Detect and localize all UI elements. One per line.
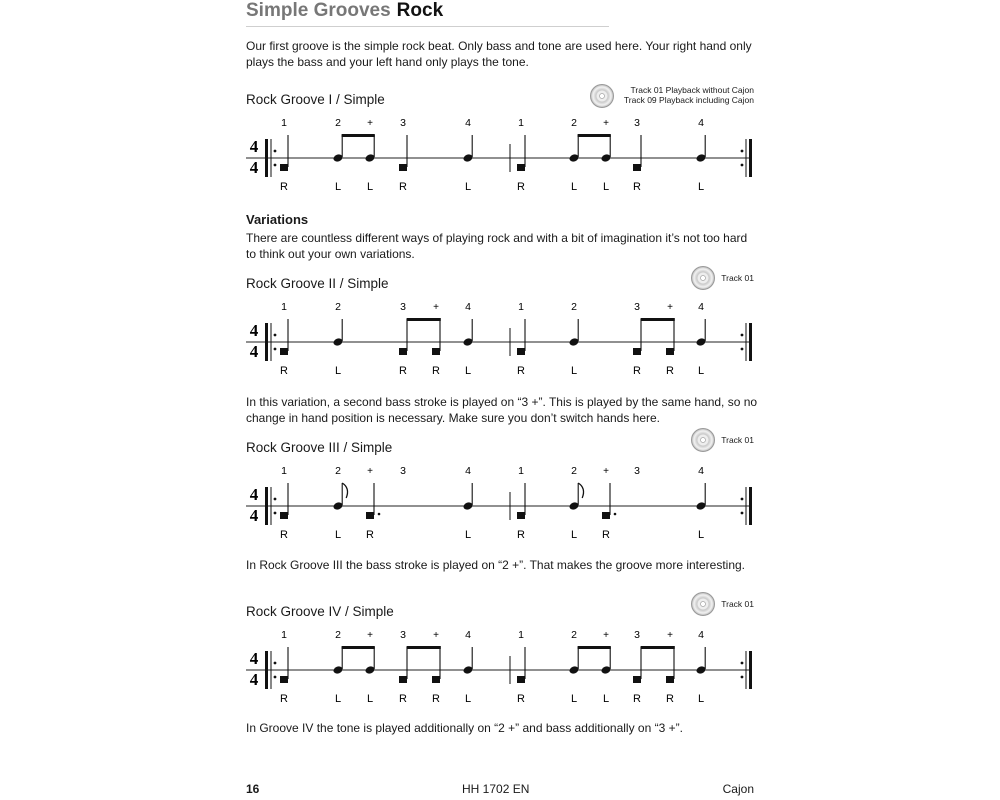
repeat-end-thick-bar xyxy=(749,651,752,689)
eighth-flag xyxy=(578,483,583,498)
count-label: 3 xyxy=(400,301,406,313)
count-label: 2 xyxy=(571,629,577,641)
bass-note-head xyxy=(280,512,288,519)
bass-note-head xyxy=(399,676,407,683)
eighth-flag xyxy=(342,483,347,498)
instrument-name: Cajon xyxy=(722,782,754,796)
repeat-dot xyxy=(741,348,744,351)
hand-label: R xyxy=(517,365,525,377)
repeat-dot xyxy=(274,662,277,665)
time-signature-top: 4 xyxy=(249,137,259,156)
groove-2-title: Rock Groove II / Simple xyxy=(246,276,389,291)
dot xyxy=(378,513,381,516)
hand-label: L xyxy=(570,693,578,705)
count-label: 4 xyxy=(465,117,471,129)
count-label: 2 xyxy=(335,117,341,129)
time-signature-top: 4 xyxy=(249,649,259,668)
repeat-dot xyxy=(741,334,744,337)
hand-label: L xyxy=(697,181,705,193)
hand-label: L xyxy=(464,529,472,541)
repeat-dot xyxy=(274,512,277,515)
count-label: + xyxy=(603,466,609,477)
dot xyxy=(614,513,617,516)
count-label: 1 xyxy=(281,301,287,313)
groove-3-title: Rock Groove III / Simple xyxy=(246,440,393,455)
repeat-start-thick-bar xyxy=(265,139,268,177)
beam xyxy=(578,134,611,137)
count-label: 2 xyxy=(571,117,577,129)
count-label: 1 xyxy=(281,465,287,477)
hand-label: L xyxy=(464,365,472,377)
bass-note-head xyxy=(666,348,674,355)
count-label: 3 xyxy=(400,465,406,477)
time-signature-bottom: 4 xyxy=(249,506,259,525)
beam xyxy=(342,646,375,649)
bass-note-head xyxy=(399,348,407,355)
groove-2-staff xyxy=(244,298,756,378)
groove-4-tracks xyxy=(721,599,754,609)
hand-label: R xyxy=(280,529,288,541)
count-label: 2 xyxy=(335,301,341,313)
beam xyxy=(407,646,441,649)
count-label: + xyxy=(603,118,609,129)
hand-label: L xyxy=(334,693,342,705)
time-signature-top: 4 xyxy=(249,485,259,504)
count-label: + xyxy=(667,302,673,313)
track-line: Track 01 xyxy=(721,435,754,445)
hand-label: L xyxy=(464,693,472,705)
count-label: 1 xyxy=(518,301,524,313)
hand-label: L xyxy=(570,365,578,377)
bass-note-head xyxy=(517,164,525,171)
hand-label: R xyxy=(602,529,610,541)
title-section: Simple Grooves xyxy=(246,0,391,21)
repeat-dot xyxy=(274,164,277,167)
hand-label: L xyxy=(697,693,705,705)
hand-label: R xyxy=(517,693,525,705)
count-label: 4 xyxy=(465,465,471,477)
repeat-dot xyxy=(741,512,744,515)
time-signature-bottom: 4 xyxy=(249,158,259,177)
hand-label: R xyxy=(399,693,407,705)
hand-label: R xyxy=(366,529,374,541)
groove-4-staff xyxy=(244,626,756,706)
hand-label: L xyxy=(334,181,342,193)
track-line: Track 01 xyxy=(721,273,754,283)
variations-heading: Variations xyxy=(246,212,309,227)
count-label: 4 xyxy=(698,629,704,641)
groove-3-staff xyxy=(244,462,756,542)
track-line: Track 09 Playback including Cajon xyxy=(623,95,754,105)
count-label: + xyxy=(367,118,373,129)
repeat-dot xyxy=(741,498,744,501)
hand-label: L xyxy=(697,365,705,377)
cd-icon xyxy=(691,428,715,452)
hand-label: R xyxy=(280,693,288,705)
bass-note-head xyxy=(517,348,525,355)
title-rule xyxy=(246,26,609,27)
track-line: Track 01 xyxy=(721,599,754,609)
groove-1-title: Rock Groove I / Simple xyxy=(246,92,385,107)
bass-note-head xyxy=(432,348,440,355)
count-label: 2 xyxy=(335,629,341,641)
count-label: 4 xyxy=(698,301,704,313)
page-number: 16 xyxy=(246,782,260,796)
count-label: 4 xyxy=(465,301,471,313)
bass-note-head xyxy=(366,512,374,519)
count-label: 3 xyxy=(634,629,640,641)
repeat-dot xyxy=(274,498,277,501)
hand-label: R xyxy=(399,365,407,377)
hand-label: R xyxy=(633,181,641,193)
repeat-end-thick-bar xyxy=(749,487,752,525)
count-label: 3 xyxy=(634,117,640,129)
repeat-end-thick-bar xyxy=(749,139,752,177)
repeat-dot xyxy=(741,662,744,665)
bass-note-head xyxy=(399,164,407,171)
groove-3-tracks xyxy=(721,435,754,445)
hand-label: R xyxy=(666,693,674,705)
hand-label: R xyxy=(517,529,525,541)
bass-note-head xyxy=(633,348,641,355)
groove-1-tracks xyxy=(624,85,754,105)
time-signature-bottom: 4 xyxy=(249,670,259,689)
bass-note-head xyxy=(280,348,288,355)
count-label: 4 xyxy=(465,629,471,641)
count-label: 1 xyxy=(518,465,524,477)
count-label: 1 xyxy=(281,117,287,129)
bass-note-head xyxy=(432,676,440,683)
hand-label: L xyxy=(602,693,610,705)
count-label: 1 xyxy=(518,629,524,641)
count-label: 2 xyxy=(571,465,577,477)
hand-label: R xyxy=(432,365,440,377)
beam xyxy=(407,318,441,321)
hand-label: L xyxy=(602,181,610,193)
repeat-dot xyxy=(274,348,277,351)
beam xyxy=(641,318,675,321)
repeat-dot xyxy=(274,676,277,679)
hand-label: R xyxy=(399,181,407,193)
beam xyxy=(641,646,675,649)
count-label: 1 xyxy=(518,117,524,129)
publication-code: HH 1702 EN xyxy=(462,782,530,796)
title-topic: Rock xyxy=(396,0,444,21)
count-label: + xyxy=(367,630,373,641)
repeat-start-thick-bar xyxy=(265,487,268,525)
cd-icon xyxy=(691,266,715,290)
hand-label: L xyxy=(334,529,342,541)
repeat-dot xyxy=(741,150,744,153)
repeat-dot xyxy=(741,676,744,679)
hand-label: R xyxy=(432,693,440,705)
bass-note-head xyxy=(517,676,525,683)
bass-note-head xyxy=(280,164,288,171)
hand-label: R xyxy=(280,181,288,193)
variations-paragraph: There are countless different ways of playing rock and with a bit of imagination it’s not too hard to think out your own variations. xyxy=(246,231,748,261)
count-label: 2 xyxy=(571,301,577,313)
bass-note-head xyxy=(633,164,641,171)
cd-icon xyxy=(590,84,614,108)
bass-note-head xyxy=(280,676,288,683)
bass-note-head xyxy=(517,512,525,519)
count-label: + xyxy=(433,302,439,313)
bass-note-head xyxy=(633,676,641,683)
hand-label: R xyxy=(280,365,288,377)
count-label: 4 xyxy=(698,117,704,129)
count-label: 3 xyxy=(634,465,640,477)
page-title xyxy=(246,0,443,22)
repeat-end-thick-bar xyxy=(749,323,752,361)
hand-label: R xyxy=(666,365,674,377)
groove-4-explanation: In Groove IV the tone is played additionally on “2 +” and bass additionally on “3 +”. xyxy=(246,721,683,735)
groove-3-explanation: In Rock Groove III the bass stroke is played on “2 +”. That makes the groove more interesting. xyxy=(246,558,746,572)
repeat-start-thick-bar xyxy=(265,651,268,689)
groove-2-explanation: In this variation, a second bass stroke is played on “3 +”. This is played by the same hand, so no change in hand position is necessary. Make sure you don’t switch hands here. xyxy=(246,395,758,425)
track-line: Track 01 Playback without Cajon xyxy=(630,85,754,95)
hand-label: L xyxy=(570,529,578,541)
groove-1-staff xyxy=(244,114,756,194)
count-label: 3 xyxy=(400,117,406,129)
count-label: 3 xyxy=(400,629,406,641)
hand-label: L xyxy=(366,181,374,193)
count-label: + xyxy=(603,630,609,641)
repeat-dot xyxy=(741,164,744,167)
time-signature-bottom: 4 xyxy=(249,342,259,361)
bass-note-head xyxy=(602,512,610,519)
hand-label: L xyxy=(366,693,374,705)
groove-2-tracks xyxy=(721,273,754,283)
count-label: + xyxy=(367,466,373,477)
repeat-dot xyxy=(274,334,277,337)
count-label: + xyxy=(433,630,439,641)
hand-label: L xyxy=(697,529,705,541)
hand-label: L xyxy=(570,181,578,193)
repeat-start-thick-bar xyxy=(265,323,268,361)
cd-icon xyxy=(691,592,715,616)
hand-label: R xyxy=(633,365,641,377)
count-label: 1 xyxy=(281,629,287,641)
hand-label: L xyxy=(464,181,472,193)
intro-paragraph: Our first groove is the simple rock beat. Only bass and tone are used here. Your right hand only plays the bass and your left hand only plays the tone. xyxy=(246,39,752,69)
groove-4-title: Rock Groove IV / Simple xyxy=(246,604,394,619)
repeat-dot xyxy=(274,150,277,153)
count-label: + xyxy=(667,630,673,641)
time-signature-top: 4 xyxy=(249,321,259,340)
count-label: 3 xyxy=(634,301,640,313)
bass-note-head xyxy=(666,676,674,683)
hand-label: L xyxy=(334,365,342,377)
count-label: 2 xyxy=(335,465,341,477)
hand-label: R xyxy=(633,693,641,705)
beam xyxy=(342,134,375,137)
count-label: 4 xyxy=(698,465,704,477)
hand-label: R xyxy=(517,181,525,193)
beam xyxy=(578,646,611,649)
